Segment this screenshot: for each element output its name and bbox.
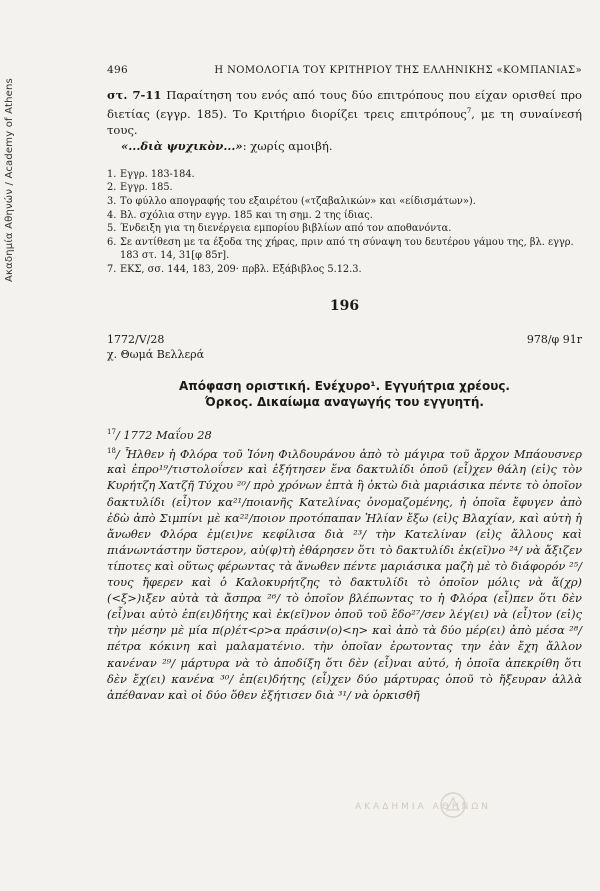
body-transcription: $^{18}$/ Ἦλθεν ἡ Φλόρα τοῦ Ἰόνη Φιλδουράνου ἀπὸ τὸ μάγιρα τοῦ ἄρχον Μπάουσνερ καὶ ἐπρο¹⁹/τιστολοΐσεν καὶ ἐξήτησεν ἕνα δακτυλίδι ὁποῦ (εἶ)χεν θάλη (εἰ)ς τὸν Κυρήτζη Χατζῆ Τύχου ²⁰/ πρὸ χρόνων ἑπτὰ ἢ ὀκτὼ διὰ μαριάσικα πέντε τὸ ὁποῖον δακτυλίδι (εἶ)τον κα²¹/ποιανῆς Κατελίνας ὀνομαζομένης, ἡ ὁποῖα ἔφυγεν ἀπὸ ἐδὼ ἀπὸ Σιμπίνι μὲ κα²²/ποιον προτόπαπαν Ἡλίαν ἔξω (εἰ)ς Βλαχίαν, καὶ αὐτὴ ἡ ἄνωθεν Φλόρα ἐμ(ει)νε κεφίλισα διὰ ²³/ τὴν Κατελίναν (εἰ)ς ἄλλους καὶ πιάνωντάστην ὕστερον, αὐ(φ)τὴ ἐθάρησεν ὅτι τὸ δακτυλίδι ἐκ(εῖ)νο ²⁴/ νὰ ἄξιζεν τίποτες καὶ οὕτως φέρωντας τὰ ἄνωθεν πέντε μαριάσικα μαζὴ μὲ τὸ διάφορόν ²⁵/ τους ἤφερεν καὶ ὁ Καλοκυρήτζης τὸ δακτυλίδι τὸ ὁποῖον μόλις νὰ ἅ(χρ)(<ξ>)ιξεν αὐτὰ τὰ ἄσπρα ²⁶/ τὸ ὁποῖον βλέπωντας το ἡ Φλόρα (εἶ)πεν ὅτι δὲν (εἶ)ναι αὐτὸ ἐπ(ει)δήτης καὶ ἐκ(εῖ)νον ὁποῦ τοῦ ἔδο²⁷/σεν λέγ(ει) νὰ (εἶ)τον (εἰ)ς τὴν μέσην μὲ μία π(ρ)έτ<ρ>α πράσιν(ο)<η> καὶ ἀπὸ τὰ δύο μέρ(ει) ἀπὸ μέσα ²⁸/ πέτρα κόκινη καὶ μαλαματένιο. τὴν ὁποῖαν ἐρωτοντας την ἐὰν ἔχη ἄλλον κανέναν ²⁹/ μάρτυρα νὰ τὸ ἀποδίξη ὅτι δὲν (εἶ)ναι αὐτό, ἡ ὁποῖα ἀπεκρίθη ὅτι δὲν ἔχ(ει) κανένα ³⁰/ ἐπ(ει)δήτης (εἶ)χεν δύο μάρτυρας ὁποῦ τὸ ἤξευραν ἀλλὰ ἀπέθαναν καὶ οἱ δύο ὅθεν ἐξήτισεν διὰ ³¹/ νὰ ὁρκισθῆ — [107, 446, 582, 702]
commentary-footnote-ref: 7 — [466, 107, 472, 115]
document-folio: 978/φ 91r — [526, 332, 582, 346]
footnote: 5. Ένδειξη για τη διενέργεια εμπορίου βιβλίων από τον αποθανόντα. — [107, 223, 452, 235]
footnote: 1. Εγγρ. 183-184. — [107, 168, 195, 180]
footnote: 3. Το φύλλο απογραφής του εξαιρέτου («τζαβαλικών» και «είδισμάτων»). — [107, 196, 476, 208]
footnote: 6. Σε αντίθεση με τα έξοδα της χήρας, πριν από τη σύναψη του δευτέρου γάμου της, βλ. εγγρ. 183 στ. 14, 31[φ 85r]. — [107, 236, 574, 262]
document-date-code: 1772/V/28 — [107, 332, 165, 346]
footnote: 7. ΕΚΣ, σσ. 144, 183, 209· πρβλ. Εξάβιβλος 5.12.3. — [107, 264, 362, 276]
academy-watermark-icon — [438, 790, 468, 820]
document-meta — [107, 332, 582, 362]
commentary-quote: «...διὰ ψυχικὸν...» — [121, 138, 243, 153]
running-head — [107, 64, 582, 76]
commentary-text: Παραίτηση του ενός από τους δύο επιτρόπους που είχαν ορισθεί προ διετίας (εγγρ. 185). Το Κριτήριο διορίζει τρεις επιτρόπους — [107, 88, 583, 121]
commentary-quote-gloss: : χωρίς αμοιβή. — [242, 138, 333, 153]
footnotes — [107, 168, 582, 277]
archive-side-label: Ακαδημία Αθηνών / Academy of Athens — [4, 78, 15, 282]
footnote: 2. Εγγρ. 185. — [107, 182, 173, 194]
headline-line-2: Όρκος. Δικαίωμα αναγωγής του εγγυητή. — [205, 394, 484, 409]
document-number: 196 — [329, 297, 360, 314]
document-scribe: χ. Θωμά Βελλερά — [107, 347, 205, 361]
headline-line-1: Απόφαση οριστική. Ενέχυρο¹. Εγγυήτρια χρέους. — [178, 378, 510, 393]
commentary-line-ref: στ. 7-11 — [107, 88, 162, 102]
document-headline — [107, 378, 582, 410]
footnote: 4. Βλ. σχόλια στην εγγρ. 185 και τη σημ. 2 της ίδιας. — [107, 209, 373, 221]
commentary-text-tail: , με τη συναίνεσή τους. — [107, 106, 582, 137]
document-body — [107, 424, 582, 703]
page-number: 496 — [107, 64, 128, 76]
document-page — [107, 64, 582, 703]
commentary-paragraph — [107, 87, 582, 138]
commentary-quote-paragraph — [107, 138, 582, 154]
running-title: Η ΝΟΜΟΛΟΓΙΑ ΤΟΥ ΚΡΙΤΗΡΙΟΥ ΤΗΣ ΕΛΛΗΝΙΚΗΣ «ΚΟΜΠΑΝΙΑΣ» — [214, 65, 582, 76]
body-date-line: $^{17}$/ 1772 Μαΐου 28 — [107, 427, 212, 442]
academy-watermark-text: ΑΚΑΔΗΜΙΑ ΑΘΗΝΩΝ — [355, 802, 491, 812]
